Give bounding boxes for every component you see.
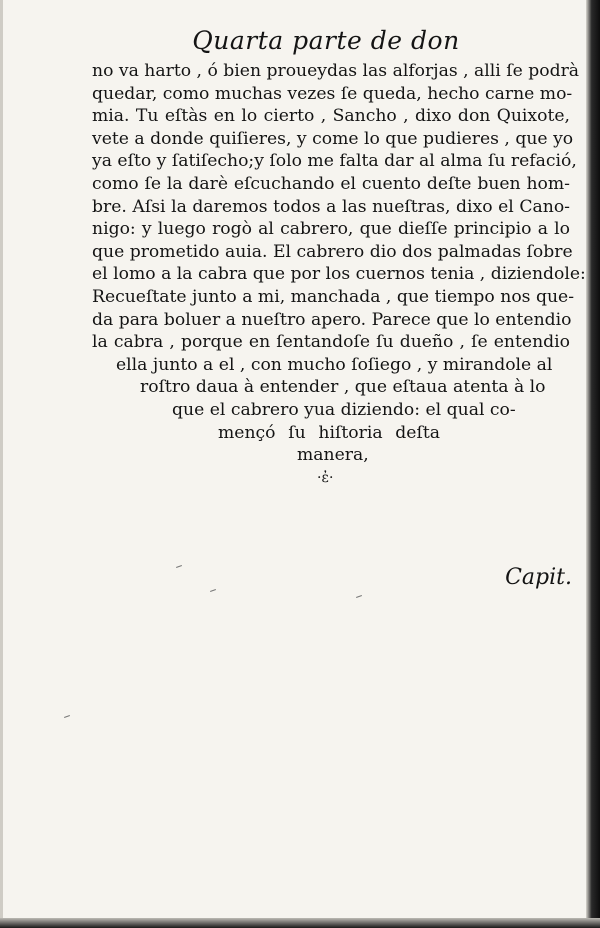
text-line: ya eſto y ſatiſecho;y ſolo me falta dar al alma ſu refació, [92, 151, 577, 172]
catchword: Capit. [505, 565, 572, 590]
text-line: Recueſtate junto a mi, manchada , que tiempo nos que- [92, 286, 574, 307]
ink-speck [356, 595, 362, 598]
running-title: Quarta parte de don [192, 26, 460, 55]
ink-speck [210, 589, 216, 592]
running-header [0, 26, 600, 55]
text-line: el lomo a la cabra que por los cuernos tenia , diziendole: [92, 264, 586, 285]
page-left-edge [0, 0, 3, 928]
text-line: nigo: y luego rogò al cabrero, que dieſſe principio a lo [92, 219, 570, 240]
page-bottom-edge [0, 918, 600, 928]
fleuron-ornament: ·ἐ· [317, 469, 334, 486]
page-right-edge [586, 0, 600, 928]
text-line: mia. Tu eſtàs en lo cierto , Sancho , dixo don Quixote, [92, 106, 570, 127]
text-line: manera, [297, 445, 369, 466]
body-text [92, 60, 586, 489]
text-line: que prometido auia. El cabrero dio dos palmadas ſobre [92, 241, 573, 262]
text-line: mençó ſu hiſtoria deſta [218, 422, 440, 443]
ink-speck [64, 715, 70, 718]
text-line: bre. Aſsi la daremos todos a las nueſtras, dixo el Cano- [92, 196, 570, 217]
text-line: no va harto , ó bien proueydas las alforjas , alli ſe podrà [92, 61, 580, 81]
text-line: que el cabrero yua diziendo: el qual co- [172, 399, 516, 420]
text-line: quedar, como muchas vezes ſe queda, hecho carne mo- [92, 83, 573, 104]
text-line: la cabra , porque en ſentandoſe ſu dueño , ſe entendio [92, 332, 570, 353]
text-line: como ſe la darè eſcuchando el cuento deſte buen hom- [92, 173, 570, 194]
text-line: da para boluer a nueſtro apero. Parece que lo entendio [92, 309, 572, 330]
text-line: vete a donde quiſieres, y come lo que pudieres , que yo [92, 128, 574, 149]
ink-speck [176, 565, 182, 568]
text-line: roſtro daua à entender , que eſtaua atenta à lo [140, 377, 546, 398]
text-line: ella junto a el , con mucho ſoſiego , y mirandole al [116, 354, 553, 375]
